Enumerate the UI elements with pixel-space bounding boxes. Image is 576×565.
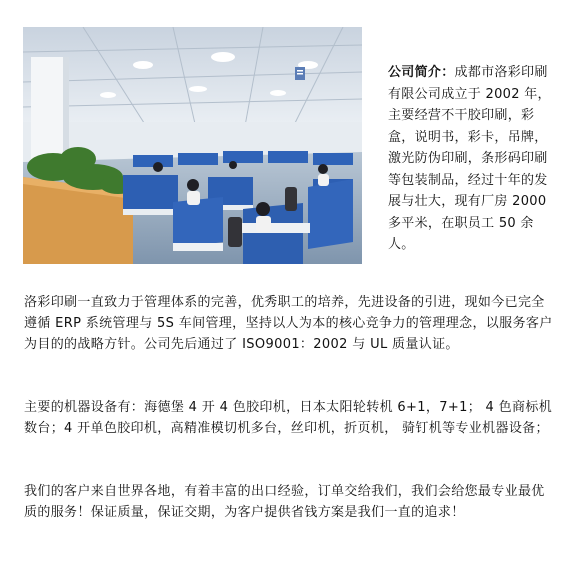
company-intro xyxy=(388,62,556,256)
intro-text: 成都市洛彩印刷有限公司成立于 2002 年，主要经营不干胶印刷，彩盒，说明书，彩卡，吊牌，激光防伪印刷，条形码印刷等包装制品，经过十年的发展与壮大，现有厂房 2000 多平米，在职员工 50 余人。 xyxy=(388,65,551,252)
intro-heading: 公司简介： xyxy=(388,65,455,80)
management-paragraph: 洛彩印刷一直致力于管理体系的完善，优秀职工的培养，先进设备的引进，现如今已完全遵循 ERP 系统管理与 5S 车间管理，坚持以人为本的核心竞争力的管理理念，以服务客户为目的的战略方针。公司先后通过了 ISO9001：2002 与 UL 质量认证。 xyxy=(24,295,553,352)
equipment-paragraph: 主要的机器设备有：海德堡 4 开 4 色胶印机，日本太阳轮转机 6+1，7+1； 4 色商标机数台；4 开单色胶印机，高精准模切机多台，丝印机，折页机， 骑钉机等专业机器设备； xyxy=(24,400,553,436)
office-photo xyxy=(23,27,362,264)
customers-paragraph: 我们的客户来自世界各地，有着丰富的出口经验，订单交给我们，我们会给您最专业最优质的服务！保证质量，保证交期，为客户提供省钱方案是我们一直的追求！ xyxy=(24,484,545,520)
